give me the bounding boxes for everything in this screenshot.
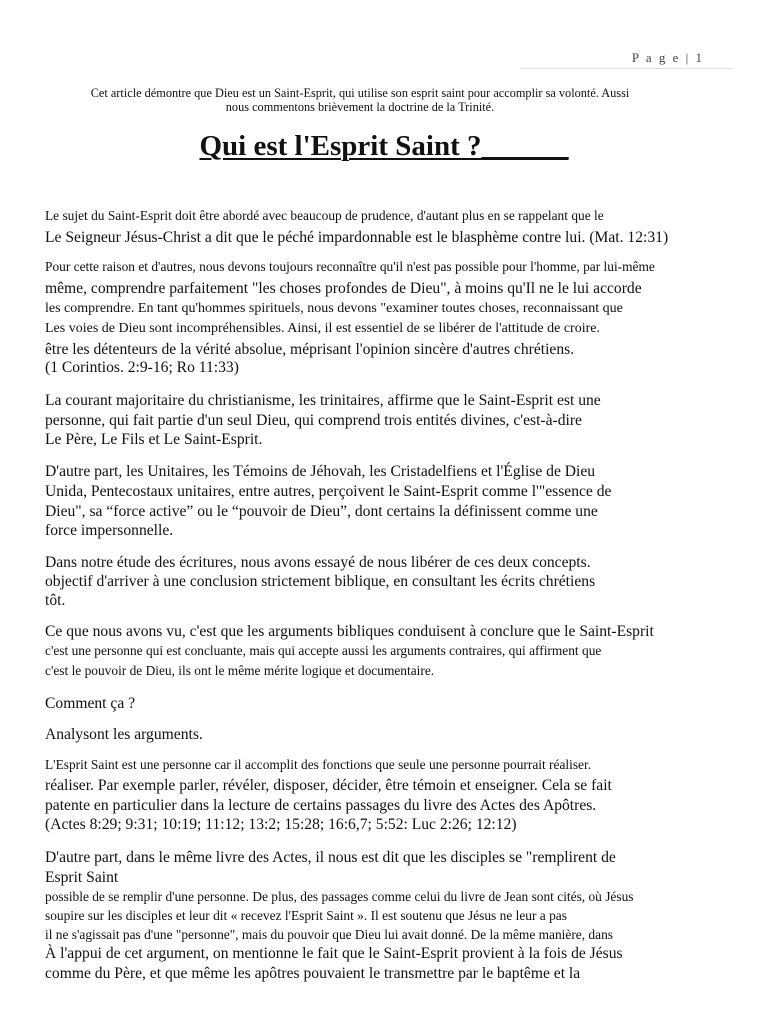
text-line: (Actes 8:29; 9:31; 10:19; 11:12; 13:2; 15:28; 16:6,7; 5:52: Luc 2:26; 12:12) <box>45 816 517 833</box>
text-line: il ne s'agissait pas d'une "personne", mais du pouvoir que Dieu lui avait donné. De la même manière, dans <box>45 927 613 942</box>
text-line: c'est une personne qui est concluante, mais qui accepte aussi les arguments contraires, qui affirment que <box>45 643 602 658</box>
text-line: Dans notre étude des écritures, nous avons essayé de nous libérer de ces deux concepts. <box>45 554 591 571</box>
title-text: Qui est l'Esprit Saint ?______ <box>199 130 569 162</box>
text-line: Ce que nous avons vu, c'est que les arguments bibliques conduisent à conclure que le Saint-Esprit <box>45 623 654 640</box>
text-line: (1 Corintios. 2:9-16; Ro 11:33) <box>45 359 239 376</box>
text-line: La courant majoritaire du christianisme, les trinitaires, affirme que le Saint-Esprit est une <box>45 392 601 409</box>
text-line: Dieu", sa “force active” ou le “pouvoir de Dieu”, dont certains la définissent comme une <box>45 503 598 520</box>
text-line: Le Seigneur Jésus-Christ a dit que le péché impardonnable est le blasphème contre lui. (Mat. 12:31) <box>45 229 669 246</box>
text-line: L'Esprit Saint est une personne car il accomplit des fonctions que seule une personne pourrait réaliser. <box>45 757 592 772</box>
page-number: P a g e | 1 <box>631 50 704 65</box>
text-line: Le Père, Le Fils et Le Saint-Esprit. <box>45 431 263 448</box>
text-line: tôt. <box>45 592 66 609</box>
text-line: patente en particulier dans la lecture de certains passages du livre des Actes des Apôtres. <box>45 797 597 814</box>
text-line: possible de se remplir d'une personne. De plus, des passages comme celui du livre de Jean sont cités, où Jésus <box>45 889 634 904</box>
text-line: personne, qui fait partie d'un seul Dieu, qui comprend trois entités divines, c'est-à-dire <box>45 412 582 429</box>
text-line: Unida, Pentecostaux unitaires, entre autres, perçoivent le Saint-Esprit comme l'"essence de <box>45 483 612 500</box>
text-line: Les voies de Dieu sont incompréhensibles. Ainsi, il est essentiel de se libérer de l'attitude de croire. <box>45 321 600 336</box>
text-line: soupire sur les disciples et leur dit « recevez l'Esprit Saint ». Il est soutenu que Jésus ne leur a pas <box>45 908 567 923</box>
text-line: être les détenteurs de la vérité absolue, méprisant l'opinion sincère d'autres chrétiens. <box>45 341 575 358</box>
text-line: Le sujet du Saint-Esprit doit être abordé avec beaucoup de prudence, d'autant plus en se rappelant que le <box>45 208 604 223</box>
text-line: Comment ça ? <box>45 695 136 712</box>
text-line: Esprit Saint <box>45 869 119 886</box>
text-line: objectif d'arriver à une conclusion strictement biblique, en consultant les écrits chrétiens <box>45 573 596 590</box>
text-line: D'autre part, les Unitaires, les Témoins de Jéhovah, les Cristadelfiens et l'Église de Dieu <box>45 463 596 480</box>
text-line: force impersonnelle. <box>45 522 174 539</box>
header-divider <box>520 68 732 69</box>
text-line: À l'appui de cet argument, on mentionne le fait que le Saint-Esprit provient à la fois de Jésus <box>45 945 623 962</box>
intro-paragraph <box>40 86 680 114</box>
intro-line: Cet article démontre que Dieu est un Saint-Esprit, qui utilise son esprit saint pour accomplir sa volonté. Aussi <box>90 86 630 100</box>
text-line: réaliser. Par exemple parler, révéler, disposer, décider, être témoin et enseigner. Cela se fait <box>45 777 612 794</box>
intro-line: nous commentons brièvement la doctrine de la Trinité. <box>225 100 495 114</box>
text-line: même, comprendre parfaitement "les choses profondes de Dieu", à moins qu'Il ne le lui accorde <box>45 280 642 297</box>
page-title <box>0 128 768 164</box>
text-line: c'est le pouvoir de Dieu, ils ont le même mérite logique et documentaire. <box>45 663 435 678</box>
text-line: D'autre part, dans le même livre des Actes, il nous est dit que les disciples se "remplirent de <box>45 849 616 866</box>
text-line: les comprendre. En tant qu'hommes spirituels, nous devons "examiner toutes choses, reconnaissant que <box>45 301 623 316</box>
text-line: Pour cette raison et d'autres, nous devons toujours reconnaître qu'il n'est pas possible pour l'homme, par lui-même <box>45 259 655 274</box>
text-line: Analysont les arguments. <box>45 726 203 743</box>
text-line: comme du Père, et que même les apôtres pouvaient le transmettre par le baptême et la <box>45 965 581 982</box>
